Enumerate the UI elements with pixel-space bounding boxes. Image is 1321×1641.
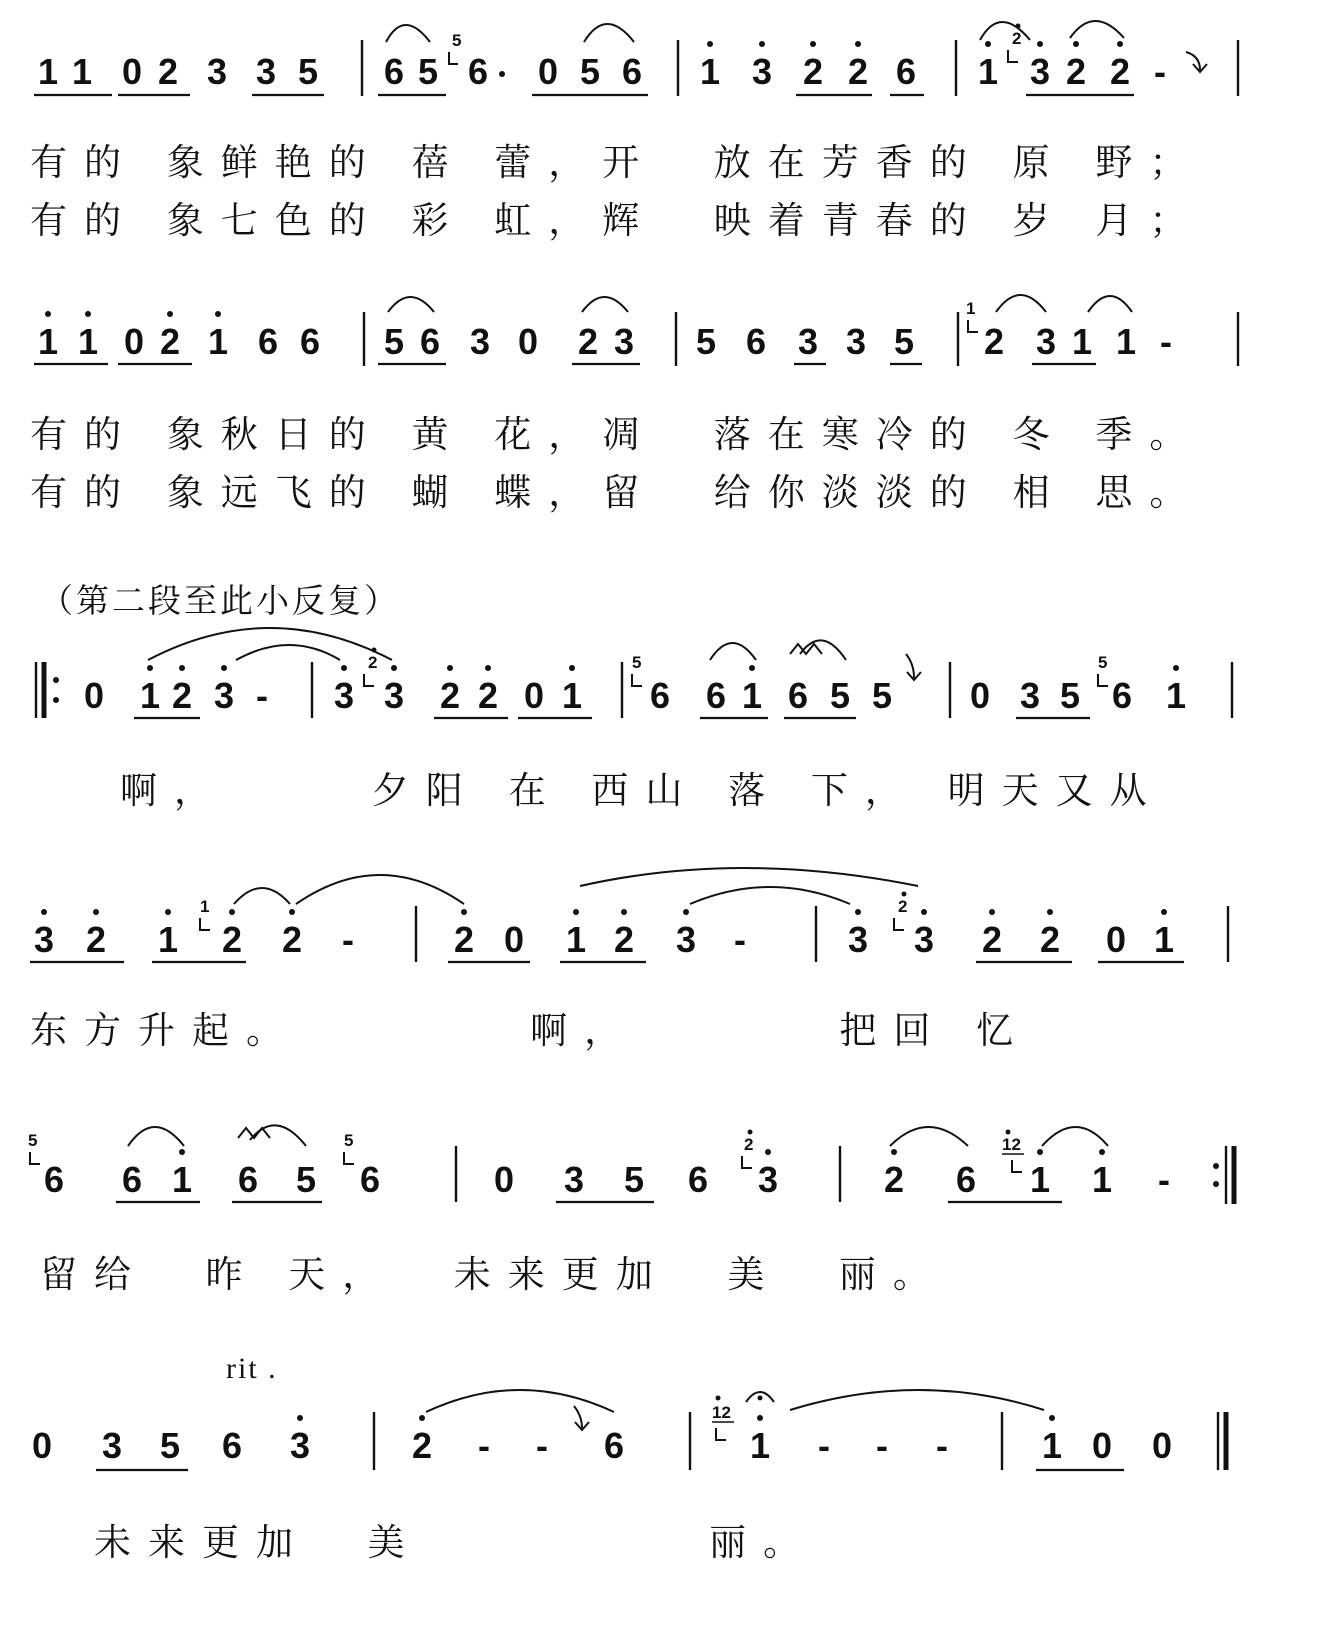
note: 2 [803,51,824,92]
note: 6 [622,51,643,92]
note: 1 [72,51,93,92]
grace-note: 12 [712,1403,731,1422]
grace-note: 5 [28,1131,38,1150]
note: 0 [124,321,145,362]
note: 3 [848,919,869,960]
measure-1-2 [378,24,648,95]
note: 5 [418,51,439,92]
note: 5 [830,675,851,716]
note: 3 [207,51,228,92]
note: 2 [1110,51,1131,92]
note: 2 [282,919,303,960]
note: 3 [1036,321,1057,362]
note: 5 [872,675,893,716]
note: 1 [1072,321,1093,362]
note: 3 [676,919,697,960]
note: 3 [102,1425,123,1466]
note: 0 [32,1425,53,1466]
note: 6 [1112,675,1133,716]
note: 2 [1040,919,1061,960]
note: 2 [86,919,107,960]
note: 1 [1030,1159,1051,1200]
system-5 [28,1125,1234,1204]
note: - [536,1425,548,1466]
note: 0 [1106,919,1127,960]
note: 1 [78,321,99,362]
grace-note: 5 [1098,653,1108,672]
lyrics-line-6: 未来更加 美 丽。 [94,1521,818,1564]
note: 0 [970,675,991,716]
note: 6 [44,1159,65,1200]
note: 2 [172,675,193,716]
note: 1 [562,675,583,716]
lyrics-line-2-verse-2: 有的 象远飞的 蝴 蝶，留 给你淡淡的 相 思。 [30,471,1204,514]
note: 1 [140,675,161,716]
lyrics-line-4: 东方升起。 啊， 把回 忆 [30,1009,1031,1052]
note: 3 [1030,51,1051,92]
note: 2 [578,321,599,362]
note: 0 [1152,1425,1173,1466]
note: 5 [580,51,601,92]
note: 3 [914,919,935,960]
system-2 [34,295,1238,366]
note: - [1160,321,1172,362]
note: 2 [1066,51,1087,92]
note: - [734,919,746,960]
note: 2 [454,919,475,960]
note: 3 [752,51,773,92]
note: 3 [614,321,635,362]
note: 2 [884,1159,905,1200]
note: 0 [504,919,525,960]
note: 5 [298,51,319,92]
grace-note: 5 [632,653,642,672]
note: 3 [334,675,355,716]
tempo-marking: rit . [226,1352,278,1385]
note: 2 [158,51,179,92]
note: 1 [1116,321,1137,362]
note: 1 [38,51,59,92]
note: 1 [1154,919,1175,960]
note: 6 [222,1425,243,1466]
grace-note: 2 [898,897,908,916]
note: 0 [1092,1425,1113,1466]
note: 0 [538,51,559,92]
note: 6 [384,51,405,92]
note: 3 [384,675,405,716]
note: 0 [84,675,105,716]
note: - [256,675,268,716]
note: 2 [160,321,181,362]
note: 1 [1092,1159,1113,1200]
lyrics-line-3: 啊， 夕阳 在 西山 落 下， 明天又从 [120,769,1164,812]
note: 2 [848,51,869,92]
grace-note: 5 [344,1131,354,1150]
system-1 [34,21,1238,96]
note: - [876,1425,888,1466]
system-4 [30,868,1228,962]
note: 6 [360,1159,381,1200]
note: 6 [300,321,321,362]
repeat-annotation: （第二段至此小反复） [40,581,400,620]
note: 1 [700,51,721,92]
note: 3 [470,321,491,362]
note: - [342,919,354,960]
note: 0 [518,321,539,362]
note: - [1154,51,1166,92]
note: 2 [982,919,1003,960]
note: 1 [566,919,587,960]
note: 5 [384,321,405,362]
note: 3 [846,321,867,362]
note: 6 [706,675,727,716]
note: 2 [478,675,499,716]
note: 6 [896,51,917,92]
note: 6 [604,1425,625,1466]
grace-note: 2 [1012,29,1022,48]
note: 3 [34,919,55,960]
note: 6 [746,321,767,362]
note: 2 [222,919,243,960]
note: 6 [468,51,489,92]
grace-note: 5 [452,31,462,50]
lyrics-line-1-verse-2: 有的 象七色的 彩 虹，辉 映着青春的 岁 月； [30,199,1204,242]
grace-note: 2 [744,1135,754,1154]
grace-note: 12 [1002,1135,1021,1154]
note: 1 [750,1425,771,1466]
note: 2 [440,675,461,716]
grace-note: 2 [368,653,378,672]
note: 1 [38,321,59,362]
note: 6 [788,675,809,716]
note: 5 [624,1159,645,1200]
system-3 [36,628,1232,718]
lyrics-line-2-verse-1: 有的 象秋日的 黄 花，凋 落在寒冷的 冬 季。 [30,413,1204,456]
note: 6 [238,1159,259,1200]
note: 1 [978,51,999,92]
note: 0 [494,1159,515,1200]
note: 6 [420,321,441,362]
system-6 [32,1390,1226,1470]
note: 1 [1166,675,1187,716]
note: 6 [122,1159,143,1200]
note: 1 [158,919,179,960]
note: 6 [258,321,279,362]
note: - [936,1425,948,1466]
note: 3 [1020,675,1041,716]
note: 3 [214,675,235,716]
measure-1-1 [34,51,324,95]
note: - [1158,1159,1170,1200]
note: 1 [172,1159,193,1200]
note: 3 [758,1159,779,1200]
note: 2 [614,919,635,960]
note: 6 [650,675,671,716]
note: 5 [696,321,717,362]
note: 3 [798,321,819,362]
note: 3 [290,1425,311,1466]
note: 6 [688,1159,709,1200]
note: 2 [412,1425,433,1466]
note: 5 [894,321,915,362]
note: - [818,1425,830,1466]
measure-1-3 [700,41,924,95]
grace-note: 1 [200,897,210,916]
lyrics-line-5: 留给 昨 天， 未来更加 美 丽。 [40,1253,947,1296]
measure-1-4 [978,21,1207,95]
note: 5 [296,1159,317,1200]
note: 3 [256,51,277,92]
note: 1 [1042,1425,1063,1466]
note: 3 [564,1159,585,1200]
note: 0 [122,51,143,92]
grace-note: 1 [966,299,976,318]
note: 1 [208,321,229,362]
lyrics-line-1-verse-1: 有的 象鲜艳的 蓓 蕾，开 放在芳香的 原 野； [30,141,1204,184]
note: 6 [956,1159,977,1200]
note: 0 [524,675,545,716]
note: 5 [160,1425,181,1466]
note: 1 [742,675,763,716]
note: - [478,1425,490,1466]
note: 2 [984,321,1005,362]
note: 5 [1060,675,1081,716]
